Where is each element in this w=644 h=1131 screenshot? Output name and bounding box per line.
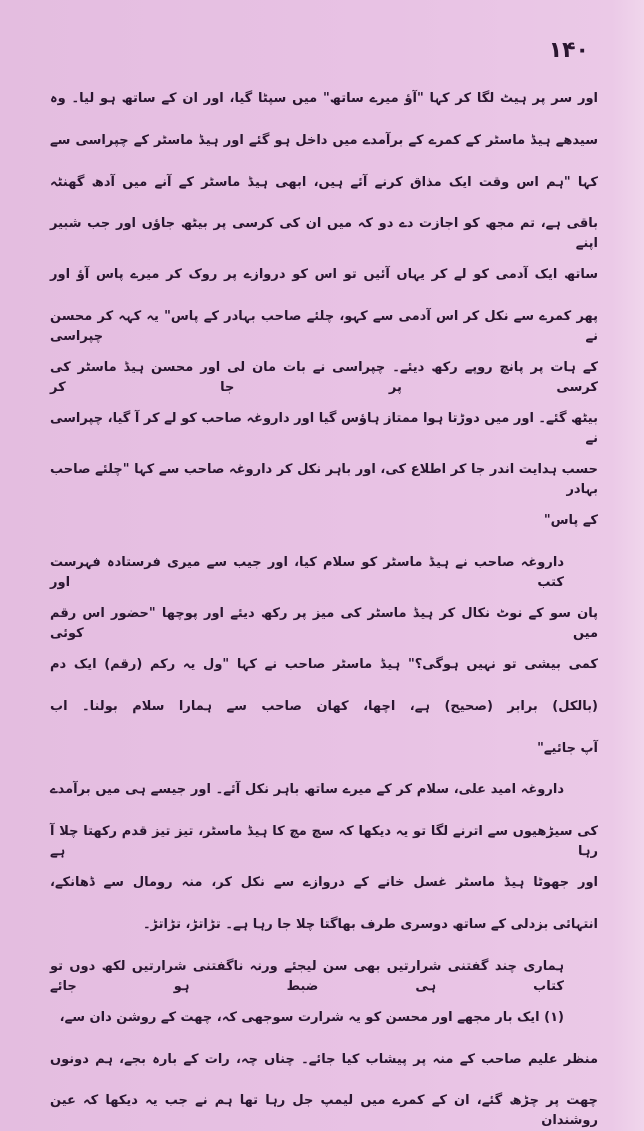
text-line: پان سو کے نوٹ نکال کر ہیڈ ماسٹر کی میز پر رکھ دیئے اور پوچھا "حضور اس رقم میں کوئی [50,605,598,641]
text-line: کمی بیشی تو نہیں ہوگی؟" ہیڈ ماسٹر صاحب نے کہا "ول یہ رکم (رقم) ایک دم [50,656,598,672]
text-line: منظر علیم صاحب کے منہ پر پیشاب کیا جائے۔ چناں چہ، رات کے بارہ بجے، ہم دونوں [50,1051,598,1067]
text-line: کی سیڑھیوں سے اترنے لگا تو یہ دیکھا کہ سچ مچ کا ہیڈ ماسٹر، تیز تیز قدم رکھتا چلا آ رہا ہے [50,824,598,860]
page-number: ۱۴۰ [548,38,589,63]
paragraph-start-line: داروغہ امید علی، سلام کر کے میرے ساتھ باہر نکل آئے۔ اور جیسے ہی میں برآمدے [50,782,564,798]
text-line: ساتھ ایک آدمی کو لے کر یہاں آئیں تو اس کو دروازے پر روک کر میرے پاس آؤ اور [50,267,598,283]
text-line: آپ جائیے" [537,740,598,756]
text-line: اور سر پر ہیٹ لگا کر کہا "آؤ میرے ساتھ" میں سپٹا گیا، اور ان کے ساتھ ہو لیا۔ وہ [50,91,598,106]
paragraph-start-line: (۱) ایک بار مجھے اور محسن کو یہ شرارت سوجھی کہ، چھت کے روشن دان سے، [59,1009,564,1025]
text-line: کے پاس" [543,513,598,529]
text-line: باقی ہے، تم مجھ کو اجازت دے دو کہ میں ان کی کرسی پر بیٹھ جاؤں اور جب شبیر اپنے [50,216,598,252]
page-body-text [50,78,598,1131]
text-line: (بالکل) برابر (صحیح) ہے، اچھا، کھان صاحب سے ہمارا سلام بولنا۔ اب [50,698,598,714]
text-line: بیٹھ گئے۔ اور میں دوڑتا ہوا ممتاز ہاؤس گیا اور داروغہ صاحب کو لے کر آ گیا، چپراسی نے [50,411,598,447]
text-line: حسب ہدایت اندر جا کر اطلاع کی، اور باہر نکل کر داروغہ صاحب سے کہا "چلئے صاحب بہادر [50,462,598,498]
text-line: سیدھے ہیڈ ماسٹر کے کمرے کے برآمدے میں داخل ہو گئے اور ہیڈ ماسٹر کے چپراسی سے [50,132,598,148]
paragraph-start-line: ہماری چند گفتنی شرارتیں بھی سن لیجئے ورنہ ناگفتنی شرارتیں لکھ دوں تو کتاب ہی ضبط ہو جائے [50,958,564,994]
text-line: پھر کمرے سے نکل کر اس آدمی سے کہو، چلئے صاحب بہادر کے پاس" یہ کہہ کر محسن نے چپراسی [50,309,598,345]
text-line: انتہائی بزدلی کے ساتھ دوسری طرف بھاگتا چلا جا رہا ہے۔ تڑاتڑ، تڑاتڑ۔ [142,916,598,932]
text-line: چھت پر چڑھ گئے، ان کے کمرے میں لیمپ جل رہا تھا ہم نے جب یہ دیکھا کہ عین روشندان [50,1093,598,1129]
text-line: کے ہات پر پانچ روپے رکھ دیئے۔ چپراسی نے بات مان لی اور محسن ہیڈ ماسٹر کی کرسی پر جا کر [50,360,598,396]
paragraph-start-line: داروغہ صاحب نے ہیڈ ماسٹر کو سلام کیا، اور جیب سے میری فرستادہ فہرست کتب اور [50,554,564,590]
text-line: اور جھوٹا ہیڈ ماسٹر غسل خانے کے دروازے سے نکل کر، منہ رومال سے ڈھانکے، [50,875,598,891]
text-line: کہا "ہم اس وقت ایک مذاق کرنے آئے ہیں، ابھی ہیڈ ماسٹر کے آنے میں آدھ گھنٹہ [50,174,598,190]
